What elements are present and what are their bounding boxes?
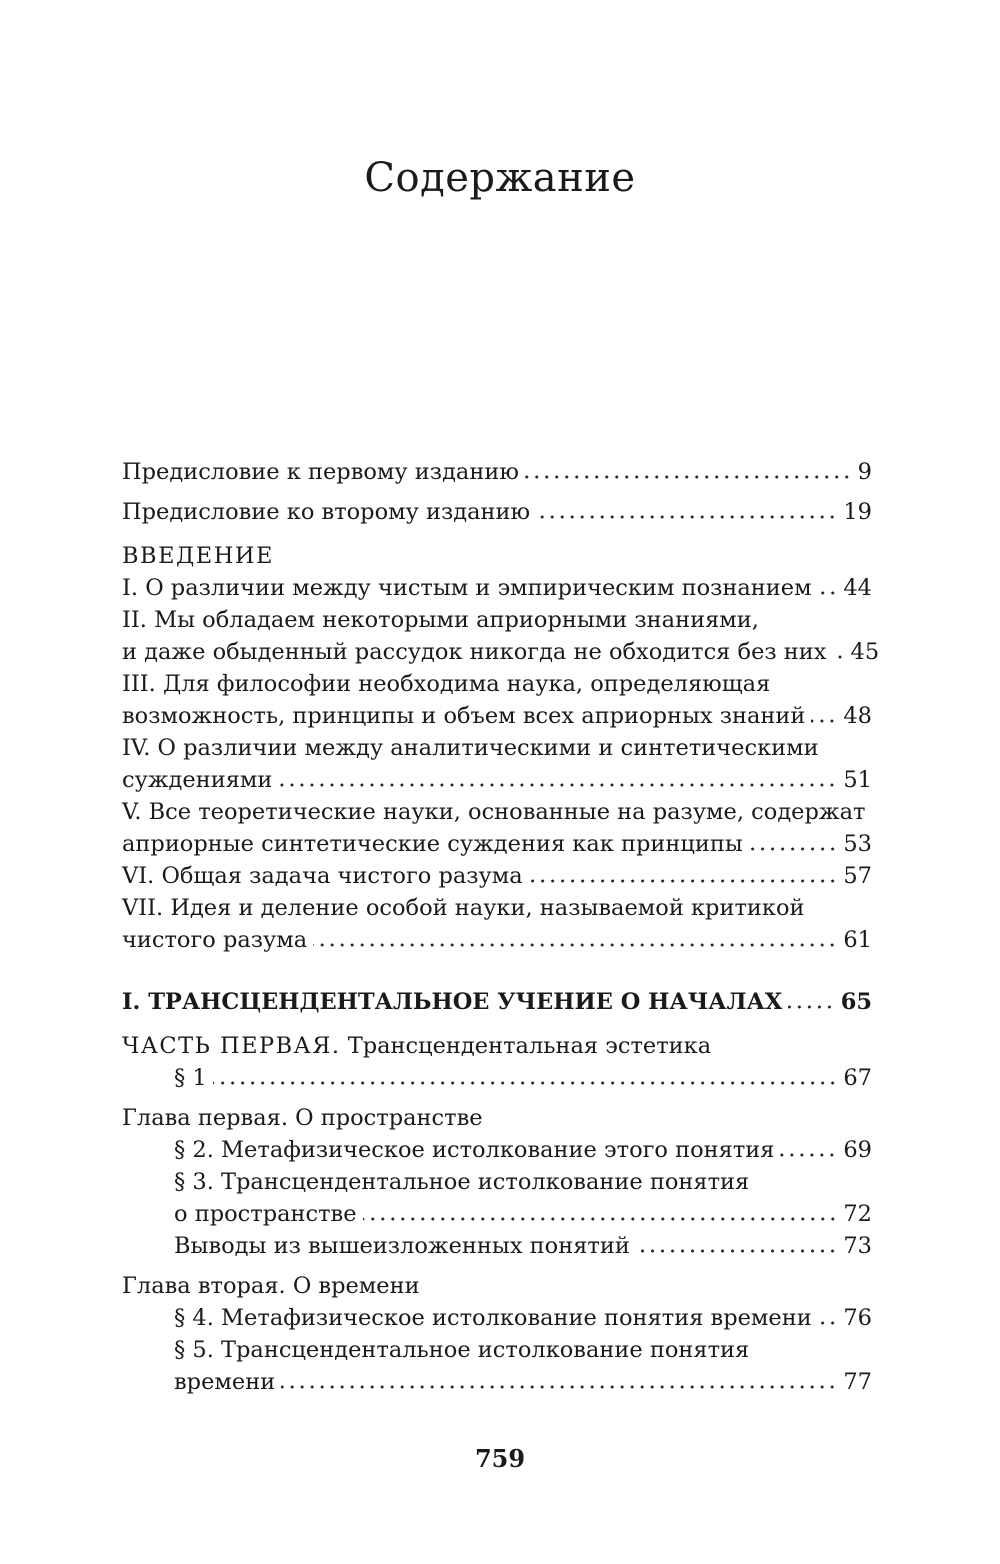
chapter-heading-time: Глава вторая. О времени — [122, 1273, 420, 1299]
dot-leader — [636, 1231, 838, 1254]
dot-leader — [363, 1199, 838, 1222]
toc-entry-section-1: § 1 67 — [122, 1062, 872, 1094]
dot-leader — [788, 987, 834, 1010]
toc-entry-intro-2: II. Мы обладаем некоторыми априорными знаниями, и даже обыденный рассудок никогда не обходится без них 45 — [122, 604, 872, 668]
page-ref: 72 — [843, 1201, 872, 1227]
page-ref: 48 — [843, 703, 872, 729]
dot-leader — [780, 1135, 837, 1158]
page-ref: 76 — [843, 1305, 872, 1331]
page-ref: 67 — [843, 1065, 872, 1091]
toc-entry-section-5: § 5. Трансцендентальное истолкование понятия времени 77 — [122, 1334, 872, 1398]
section-heading-part-one: ЧАСТЬ ПЕРВАЯ. Трансцендентальная эстетика — [122, 1033, 712, 1059]
toc-entry-intro-3: III. Для философии необходима наука, определяющая возможность, принципы и объем всех априорных знаний 48 — [122, 668, 872, 732]
toc-entry-intro-7: VII. Идея и деление особой науки, называемой критикой чистого разума 61 — [122, 892, 872, 956]
page-ref: 44 — [843, 575, 872, 601]
dot-leader — [278, 765, 837, 788]
page-ref: 65 — [840, 989, 872, 1015]
page-ref: 53 — [843, 831, 872, 857]
page-ref: 9 — [857, 459, 872, 485]
dot-leader — [818, 1303, 838, 1326]
page-ref: 19 — [843, 499, 872, 525]
chapter-heading-space: Глава первая. О пространстве — [122, 1105, 483, 1131]
toc-entry-conclusions: Выводы из вышеизложенных понятий 73 — [122, 1230, 872, 1262]
dot-leader — [525, 457, 852, 480]
dot-leader — [749, 829, 838, 852]
page-ref: 45 — [850, 639, 880, 665]
page-ref: 69 — [843, 1137, 872, 1163]
dot-leader — [818, 573, 838, 596]
page-ref: 57 — [843, 863, 872, 889]
toc-entry-preface-first: Предисловие к первому изданию 9 — [122, 456, 872, 488]
dot-leader — [811, 701, 837, 724]
dot-leader — [536, 497, 837, 520]
page-ref: 51 — [843, 767, 872, 793]
page-number: 759 — [474, 1444, 526, 1473]
page-ref: 73 — [843, 1233, 872, 1259]
page-ref: 61 — [843, 927, 872, 953]
dot-leader — [313, 925, 837, 948]
dot-leader — [833, 637, 845, 660]
table-of-contents — [122, 456, 880, 1398]
toc-entry-intro-1: I. О различии между чистым и эмпирическим познанием 44 — [122, 572, 872, 604]
page-ref: 77 — [843, 1369, 872, 1395]
toc-entry-section-4: § 4. Метафизическое истолкование понятия времени 76 — [122, 1302, 872, 1334]
dot-leader — [281, 1367, 837, 1390]
dot-leader — [213, 1063, 838, 1086]
toc-entry-section-3: § 3. Трансцендентальное истолкование понятия о пространстве 72 — [122, 1166, 872, 1230]
dot-leader — [529, 861, 838, 884]
toc-entry-intro-5: V. Все теоретические науки, основанные на разуме, содержат априорные синтетические суждения как принципы 53 — [122, 796, 872, 860]
toc-entry-part-1: I. ТРАНСЦЕНДЕНТАЛЬНОЕ УЧЕНИЕ О НАЧАЛАХ 65 — [122, 986, 872, 1018]
toc-entry-section-2: § 2. Метафизическое истолкование этого понятия 69 — [122, 1134, 872, 1166]
page-title: Содержание — [364, 155, 636, 201]
toc-entry-intro-6: VI. Общая задача чистого разума 57 — [122, 860, 872, 892]
toc-entry-intro-4: IV. О различии между аналитическими и синтетическими суждениями 51 — [122, 732, 872, 796]
section-heading-introduction: ВВЕДЕНИЕ — [122, 543, 274, 569]
toc-entry-preface-second: Предисловие ко второму изданию 19 — [122, 496, 872, 528]
